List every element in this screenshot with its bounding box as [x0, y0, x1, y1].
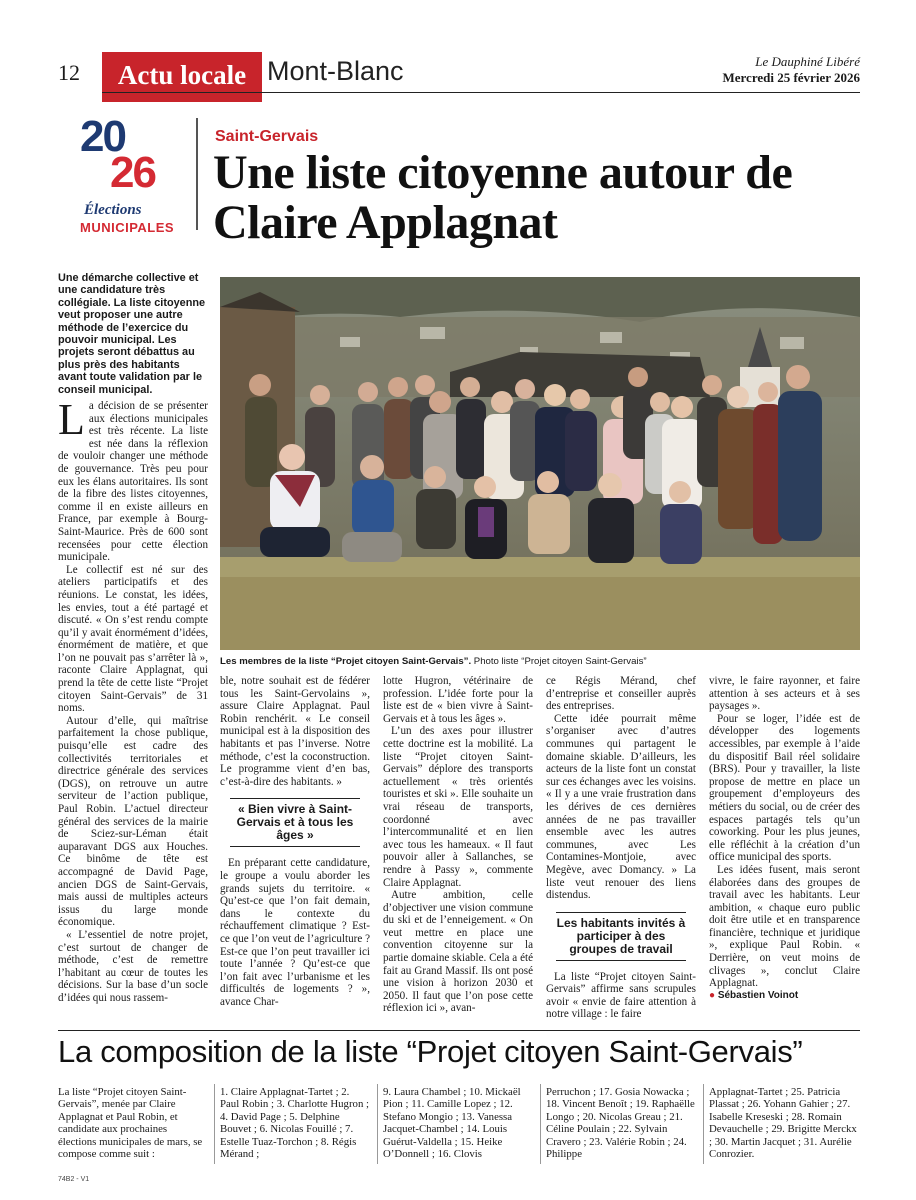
col3-paragraph-1: lotte Hugron, vétérinaire de profession. L’idée forte pour la liste est de « bien vivre à Saint-Gervais et à tous les âges ». [383, 675, 533, 725]
author-name: Sébastien Voinot [717, 989, 799, 1001]
column-divider [214, 1084, 215, 1164]
page-number: 12 [58, 60, 80, 85]
col3-paragraph-2: L’un des axes pour illustrer cette doctrine est la mobilité. La liste “Projet citoyen Saint-Gervais” déplore des transports actuellement « très orientés touristes et ski ». Elle souhaite un vrai réseau de transports, coordonné avec l’intercommunalité et en lien avec tous les hameaux. « Il faut pouvoir aller à Sallanches, se rendre à Passy », commente Claire Applagnat. [383, 725, 533, 889]
box-rule [58, 1030, 860, 1031]
article-lead: Une démarche collective et une candidature très collégiale. La liste citoyenne veut proposer une autre méthode de l’exercice du pouvoir municipal. Les projets seront débattus au plus près des habitants avant toute validation par le conseil municipal. [58, 272, 206, 396]
article-column-1 [58, 395, 208, 1005]
col5-paragraph-3: Les idées fusent, mais seront élaborées dans des groupes de travail avec les habitants. Leur ambition, « chaque euro public doit être utile et en transparence financière, technique et juridique », explique Paul Robin. « Derrière, on veut moins de clivages », conclut Claire Applagnat. [709, 863, 860, 990]
caption-title: Les membres de la liste “Projet citoyen Saint-Gervais”. [220, 656, 472, 667]
logo-line2: MUNICIPALES [80, 220, 175, 235]
col4-paragraph-1: ce Régis Mérand, chef d’entreprise et conseiller auprès des entreprises. [546, 675, 696, 713]
elections-logo [72, 112, 187, 237]
box-intro: La liste “Projet citoyen Saint-Gervais”, menée par Claire Applagnat et Paul Robin, et candidate aux prochaines élections municipales de mars, se compose comme suit : [58, 1086, 203, 1161]
col1-paragraph-1: a décision de se présenter aux élections municipales est très récente. La liste est née dans la réflexion de vouloir changer une méthode de gouvernance. Très peu pour eux les élans autoritaires. Ils sont de la fibre des listes citoyennes, comme il en existe ailleurs en France, par exemple à Bourg-Saint-Maurice. Près de 600 sont recensées pour cette élection municipale. [58, 400, 208, 564]
col1-paragraph-2: Le collectif est né sur des ateliers participatifs et des réunions. Le constat, les idées, les envies, tout a été partagé et discuté. « On s’est rendu compte qu’il y avait énormément d’idées, énormément de matière, et que l’on ne pouvait pas s’arrêter là », raconte Claire Applagnat, qui prend la tête de cette liste “Projet citoyen Saint-Gervais” de 31 noms. [58, 563, 208, 715]
col4-paragraph-2: Cette idée pourrait même s’organiser avec d’autres communes qui partagent le domaine skiable. D’ailleurs, les acteurs de la liste font un constat sur ces échanges avec les voisins. « Il y a une vraie frustration dans les dérives de ces dernières années de ne pas travailler ensemble avec les autres communes, avec Les Contamines-Montjoie, avec Megève, avec Domancy. » La liste veut renouer des liens distendus. [546, 712, 696, 902]
article-column-2 [220, 675, 370, 1008]
section-title: Mont-Blanc [267, 56, 404, 86]
byline [709, 990, 860, 1003]
logo-divider [196, 118, 198, 230]
col2-paragraph-1: ble, notre souhait est de fédérer tous les Saint-Gervolains », assure Claire Applagnat. Paul Robin renchérit. « Le conseil municipal est à la disposition des habitants et pas l’inverse. Notre méthode, c’est la coconstruction. Le programme vient d’en bas, c’est-à-dire des habitants. » [220, 675, 370, 788]
column-divider [540, 1084, 541, 1164]
candidate-list-col-2: 9. Laura Chambel ; 10. Mickaël Pion ; 11. Camille Lopez ; 12. Stefano Mongio ; 13. Vanessa Jacquet-Chambel ; 14. Louis Guérut-Valdella ; 15. Heike O’Donnell ; 16. Clovis [383, 1086, 521, 1161]
col2-paragraph-2: En préparant cette candidature, le groupe a voulu aborder les grands sujets du territoire. « Qu’est-ce que l’on fait demain, dans le contexte du réchauffement climatique ? Est-ce que l’on veut de l’agriculture ? Est-ce que l’on peut travailler ici toute l’année ? Qu’est-ce que l’on fait avec l’urbanisme et les difficultés de logements ? », avance Char- [220, 857, 370, 1008]
logo-line1: Élections [84, 202, 142, 218]
col1-paragraph-3: Autour d’elle, qui maîtrise parfaitement la chose publique, puisqu’elle est cadre des collectivités territoriales et directrice générale des services (DGS), on retrouve un autre serviteur de l’action publique, Paul Robin. L’actuel directeur général des services de la mairie de Sciez-sur-Léman était auparavant DGS aux Houches. Ce binôme de tête est accompagné de David Page, ancien DGS de Saint-Gervais, mais aussi de multiples acteurs issus du large monde économique. [58, 714, 208, 929]
article-column-4 [546, 675, 696, 1021]
article-column-5 [709, 675, 860, 1002]
article-column-3 [383, 675, 533, 1015]
column-divider [703, 1084, 704, 1164]
col5-paragraph-2: Pour se loger, l’idée est de développer des logements accessibles, par exemple à l’aide du dispositif Bail réel solidaire (BRS). Pour y travailler, la liste propose de mettre en place un groupement d’employeurs des métiers du social, ou de créer des espaces partagés tels qu’un coworking. Pour les plus jeunes, elle réfléchit à la création d’un office municipal des sports. [709, 712, 860, 864]
logo-year-bottom: 26 [110, 148, 155, 197]
article-kicker: Saint-Gervais [215, 128, 319, 145]
photo-caption [220, 656, 860, 667]
candidate-list-col-1: 1. Claire Applagnat-Tartet ; 2. Paul Robin ; 3. Charlotte Hugron ; 4. David Page ; 5. Delphine Bouvet ; 6. Nicolas Fouillé ; 7. Estelle Tuaz-Torchon ; 8. Régis Mérand ; [220, 1086, 370, 1161]
drop-cap: L [58, 395, 85, 444]
newspaper-name: Le Dauphiné Libéré [755, 54, 860, 69]
page-code: 74B2 - V1 [58, 1176, 90, 1183]
rubric-label: Actu locale [102, 52, 262, 102]
col1-paragraph-4: « L’essentiel de notre projet, c’est surtout de changer de méthode, c’est de remettre l’habitant au cœur de toutes les décisions. Sur la base d’un socle d’idées qui nous rassem- [58, 928, 208, 1004]
col5-paragraph-1: vivre, le faire rayonner, et faire attention à ses acteurs et à ses paysages ». [709, 675, 860, 713]
header-rule [102, 92, 860, 93]
col3-paragraph-3: Autre ambition, celle d’objectiver une vision commune du ski et de l’enneigement. « On veut mettre en place une convention citoyenne sur la partie domaine skiable. Cela a été fait au Grand Massif. Ils ont posé une vision à horizon 2030 et 2050. Il faut que l’on pose cette réflexion ici », avan- [383, 889, 533, 1015]
candidate-list-col-4: Applagnat-Tartet ; 25. Patricia Plassat ; 26. Yohann Gahier ; 27. Isabelle Kreseski ; 28. Romain Devauchelle ; 29. Brigitte Merckx ; 30. Martin Jacquet ; 31. Aurélie Conrozier. [709, 1086, 857, 1161]
intertitle-1: « Bien vivre à Saint-Gervais et à tous les âges » [230, 798, 360, 847]
column-divider [377, 1084, 378, 1164]
candidate-list-col-3: Perruchon ; 17. Gosia Nowacka ; 18. Vincent Benoît ; 19. Raphaëlle Longo ; 20. Nicolas Greau ; 21. Céline Poulain ; 22. Sylvain Cravero ; 23. Valérie Robin ; 24. Philippe [546, 1086, 695, 1161]
article-headline: Une liste citoyenne autour de Claire Applagnat [213, 146, 793, 249]
bullet-icon: ● [709, 989, 716, 1001]
logo-year-top: 20 [80, 112, 125, 161]
col4-paragraph-3: La liste “Projet citoyen Saint-Gervais” affirme sans scrupules avoir « envie de faire attention à notre village : le faire [546, 970, 696, 1021]
caption-credit: Photo liste “Projet citoyen Saint-Gervais” [471, 656, 647, 667]
box-title: La composition de la liste “Projet citoyen Saint-Gervais” [58, 1034, 803, 1069]
issue-date: Mercredi 25 février 2026 [722, 70, 860, 85]
group-photo [220, 277, 860, 650]
intertitle-2: Les habitants invités à participer à des groupes de travail [556, 912, 686, 961]
